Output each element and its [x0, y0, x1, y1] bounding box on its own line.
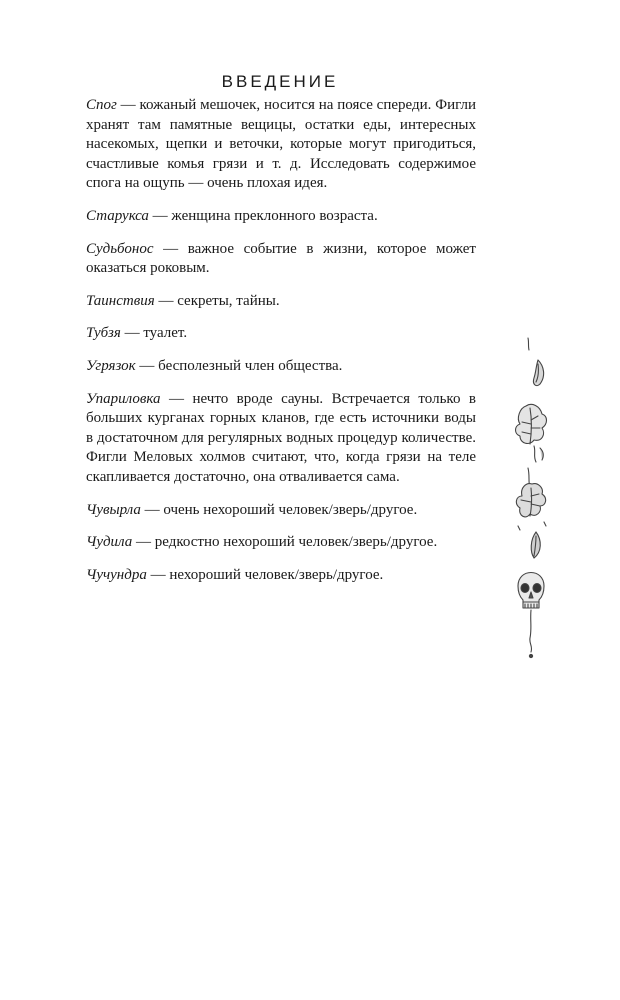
- entry-term: Упариловка: [86, 390, 161, 407]
- entry-term: Судьбонос: [86, 240, 154, 257]
- entry-definition: — нечто вроде сауны. Встречается только в больших курганах горных кланов, где есть источники воды в достаточном для регулярных водных процедур количестве. Фигли Меловых холмов считают, что, когда грязи на теле скапливается достаточно, она отваливается сама.: [86, 390, 476, 485]
- skull-icon: [518, 573, 544, 609]
- entry-definition: — очень нехороший человек/зверь/другое.: [140, 501, 418, 518]
- leaf-skull-vine-illustration: [506, 336, 556, 676]
- entry-term: Чучундра: [86, 566, 147, 583]
- entry-term: Чудила: [86, 534, 133, 551]
- entry-term: Таинствия: [86, 292, 155, 309]
- drip-icon: [528, 338, 529, 350]
- entry-term: Чувырла: [86, 501, 141, 518]
- glossary-entry: [86, 240, 476, 279]
- page-title: ВВЕДЕНИЕ: [221, 72, 339, 91]
- glossary-entry: [86, 533, 476, 553]
- drip-icon: [530, 610, 532, 652]
- glossary-entry: [86, 292, 476, 312]
- glossary-entry: [86, 207, 476, 227]
- glossary-entry: [86, 501, 476, 521]
- glossary-entry: [86, 96, 476, 194]
- glossary-entry: [86, 357, 476, 377]
- entry-term: Тубзя: [86, 325, 121, 342]
- entry-term: Спог: [86, 97, 117, 113]
- glossary-entry: [86, 566, 476, 586]
- entry-definition: — редкостно нехороший человек/зверь/другое.: [132, 534, 438, 551]
- entry-definition: — женщина преклонного возраста.: [148, 207, 378, 224]
- entry-term: Старукса: [86, 207, 149, 224]
- entry-term: Угрязок: [86, 357, 136, 374]
- glossary-entry: [86, 390, 476, 488]
- entry-definition: — секреты, тайны.: [154, 292, 280, 309]
- entry-definition: — бесполезный член общества.: [135, 357, 343, 374]
- glossary-entry: [86, 324, 476, 344]
- entry-definition: — кожаный мешочек, носится на поясе спереди. Фигли хранят там памятные вещицы, остатки еды, интересных насекомых, щепки и веточки, которые могут пригодиться, счастливые комья грязи и т. д. Исследовать содержимое спога на ощупь — очень плохая идея.: [86, 97, 476, 192]
- entry-definition: — важное событие в жизни, которое может оказаться роковым.: [86, 240, 476, 277]
- glossary-entries: [86, 96, 476, 598]
- entry-definition: — туалет.: [120, 325, 188, 342]
- entry-definition: — нехороший человек/зверь/другое.: [146, 566, 384, 583]
